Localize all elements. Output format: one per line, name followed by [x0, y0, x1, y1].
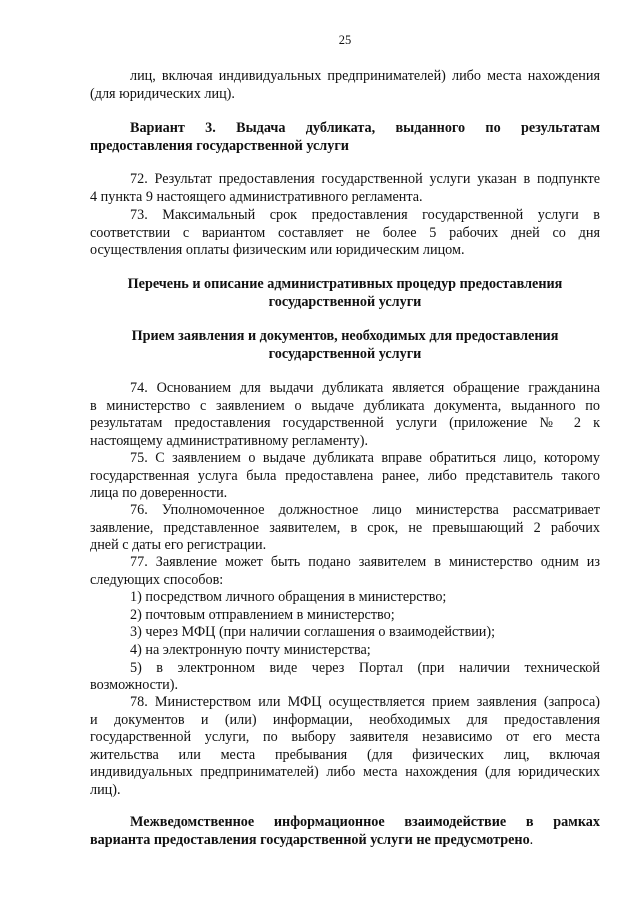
heading-line — [90, 832, 600, 850]
procedures-heading — [90, 276, 600, 311]
paragraph-73 — [90, 207, 600, 260]
paragraph-75 — [90, 450, 600, 503]
text-line: жительства или места пребывания (для физических лиц, включая — [90, 746, 600, 763]
heading-line: предоставления государственной услуги — [90, 137, 349, 154]
paragraph-78 — [90, 694, 600, 800]
heading-line: государственной услуги — [268, 345, 422, 362]
text-line: в министерство с заявлением о выдаче дубликата документа, выданного по — [90, 397, 600, 414]
heading-line: государственной услуги — [268, 293, 422, 310]
text-line: 73. Максимальный срок предоставления государственной услуги в — [130, 207, 600, 223]
closing-period: . — [529, 831, 534, 848]
text-line: 77. Заявление может быть подано заявителем в министерство одним из — [130, 554, 600, 570]
text-line: 75. С заявлением о выдаче дубликата вправе обратиться лицо, которому — [130, 450, 600, 466]
heading-line: Вариант 3. Выдача дубликата, выданного по результатам — [130, 120, 600, 136]
intro-paragraph — [90, 68, 600, 103]
text-line: лиц). — [90, 781, 121, 798]
text-line: государственной услуги, по выбору заявителя независимо от его места — [90, 729, 600, 746]
paragraph-72 — [90, 171, 600, 206]
paragraph-77 — [90, 554, 600, 695]
text-line: и документов и (или) информации, необходимых для предоставления — [90, 711, 600, 728]
text-line: дней с даты его регистрации. — [90, 537, 267, 554]
heading-line: Прием заявления и документов, необходимых для предоставления — [131, 328, 559, 344]
text-line: 72. Результат предоставления государственной услуги указан в подпункте — [130, 171, 600, 187]
list-item: 4) на электронную почту министерства; — [130, 641, 371, 658]
list-item: 3) через МФЦ (при наличии соглашения о взаимодействии); — [130, 624, 496, 641]
text-line: следующих способов: — [90, 571, 224, 588]
reception-heading — [90, 328, 600, 363]
text-line: 4 пункта 9 настоящего административного регламента. — [90, 188, 423, 205]
paragraph-76 — [90, 502, 600, 555]
list-item: 1) посредством личного обращения в министерство; — [130, 589, 447, 606]
heading-line: Межведомственное информационное взаимодействие в рамках — [130, 814, 600, 830]
list-item: возможности). — [90, 677, 179, 694]
text-line: государственная услуга была предоставлена ранее, либо представитель такого — [90, 467, 600, 484]
text-line: 78. Министерством или МФЦ осуществляется прием заявления (запроса) — [130, 694, 600, 710]
list-item: 2) почтовым отправлением в министерство; — [130, 606, 395, 623]
text-line: осуществления оплаты физическим или юридическим лицом. — [90, 242, 465, 259]
text-line: лиц, включая индивидуальных предпринимателей) либо места нахождения — [130, 68, 600, 84]
text-line: (для юридических лиц). — [90, 85, 235, 102]
closing-statement — [90, 814, 600, 849]
text-line: заявление, представленное заявителем, в срок, не превышающий 2 рабочих — [90, 519, 600, 536]
text-line: настоящему административному регламенту). — [90, 432, 368, 449]
heading-line: Перечень и описание административных процедур предоставления — [127, 276, 563, 292]
text-line: лица по доверенности. — [90, 485, 228, 502]
text-line: 76. Уполномоченное должностное лицо министерства рассматривает — [130, 502, 600, 518]
text-line: 74. Основанием для выдачи дубликата является обращение гражданина — [130, 380, 600, 396]
list-item: 5) в электронном виде через Портал (при наличии технической — [130, 659, 600, 676]
closing-bold-text: варианта предоставления государственной услуги не предусмотрено — [90, 831, 530, 848]
paragraph-74 — [90, 380, 600, 450]
variant3-heading — [90, 120, 600, 155]
text-line: результатам предоставления государственной услуги (приложение № 2 к — [90, 415, 600, 432]
page-number: 25 — [338, 33, 352, 47]
text-line: индивидуальных предпринимателей) либо места нахождения (для юридических — [90, 764, 600, 781]
text-line: соответствии с вариантом составляет не более 5 рабочих дней со дня — [90, 224, 600, 241]
